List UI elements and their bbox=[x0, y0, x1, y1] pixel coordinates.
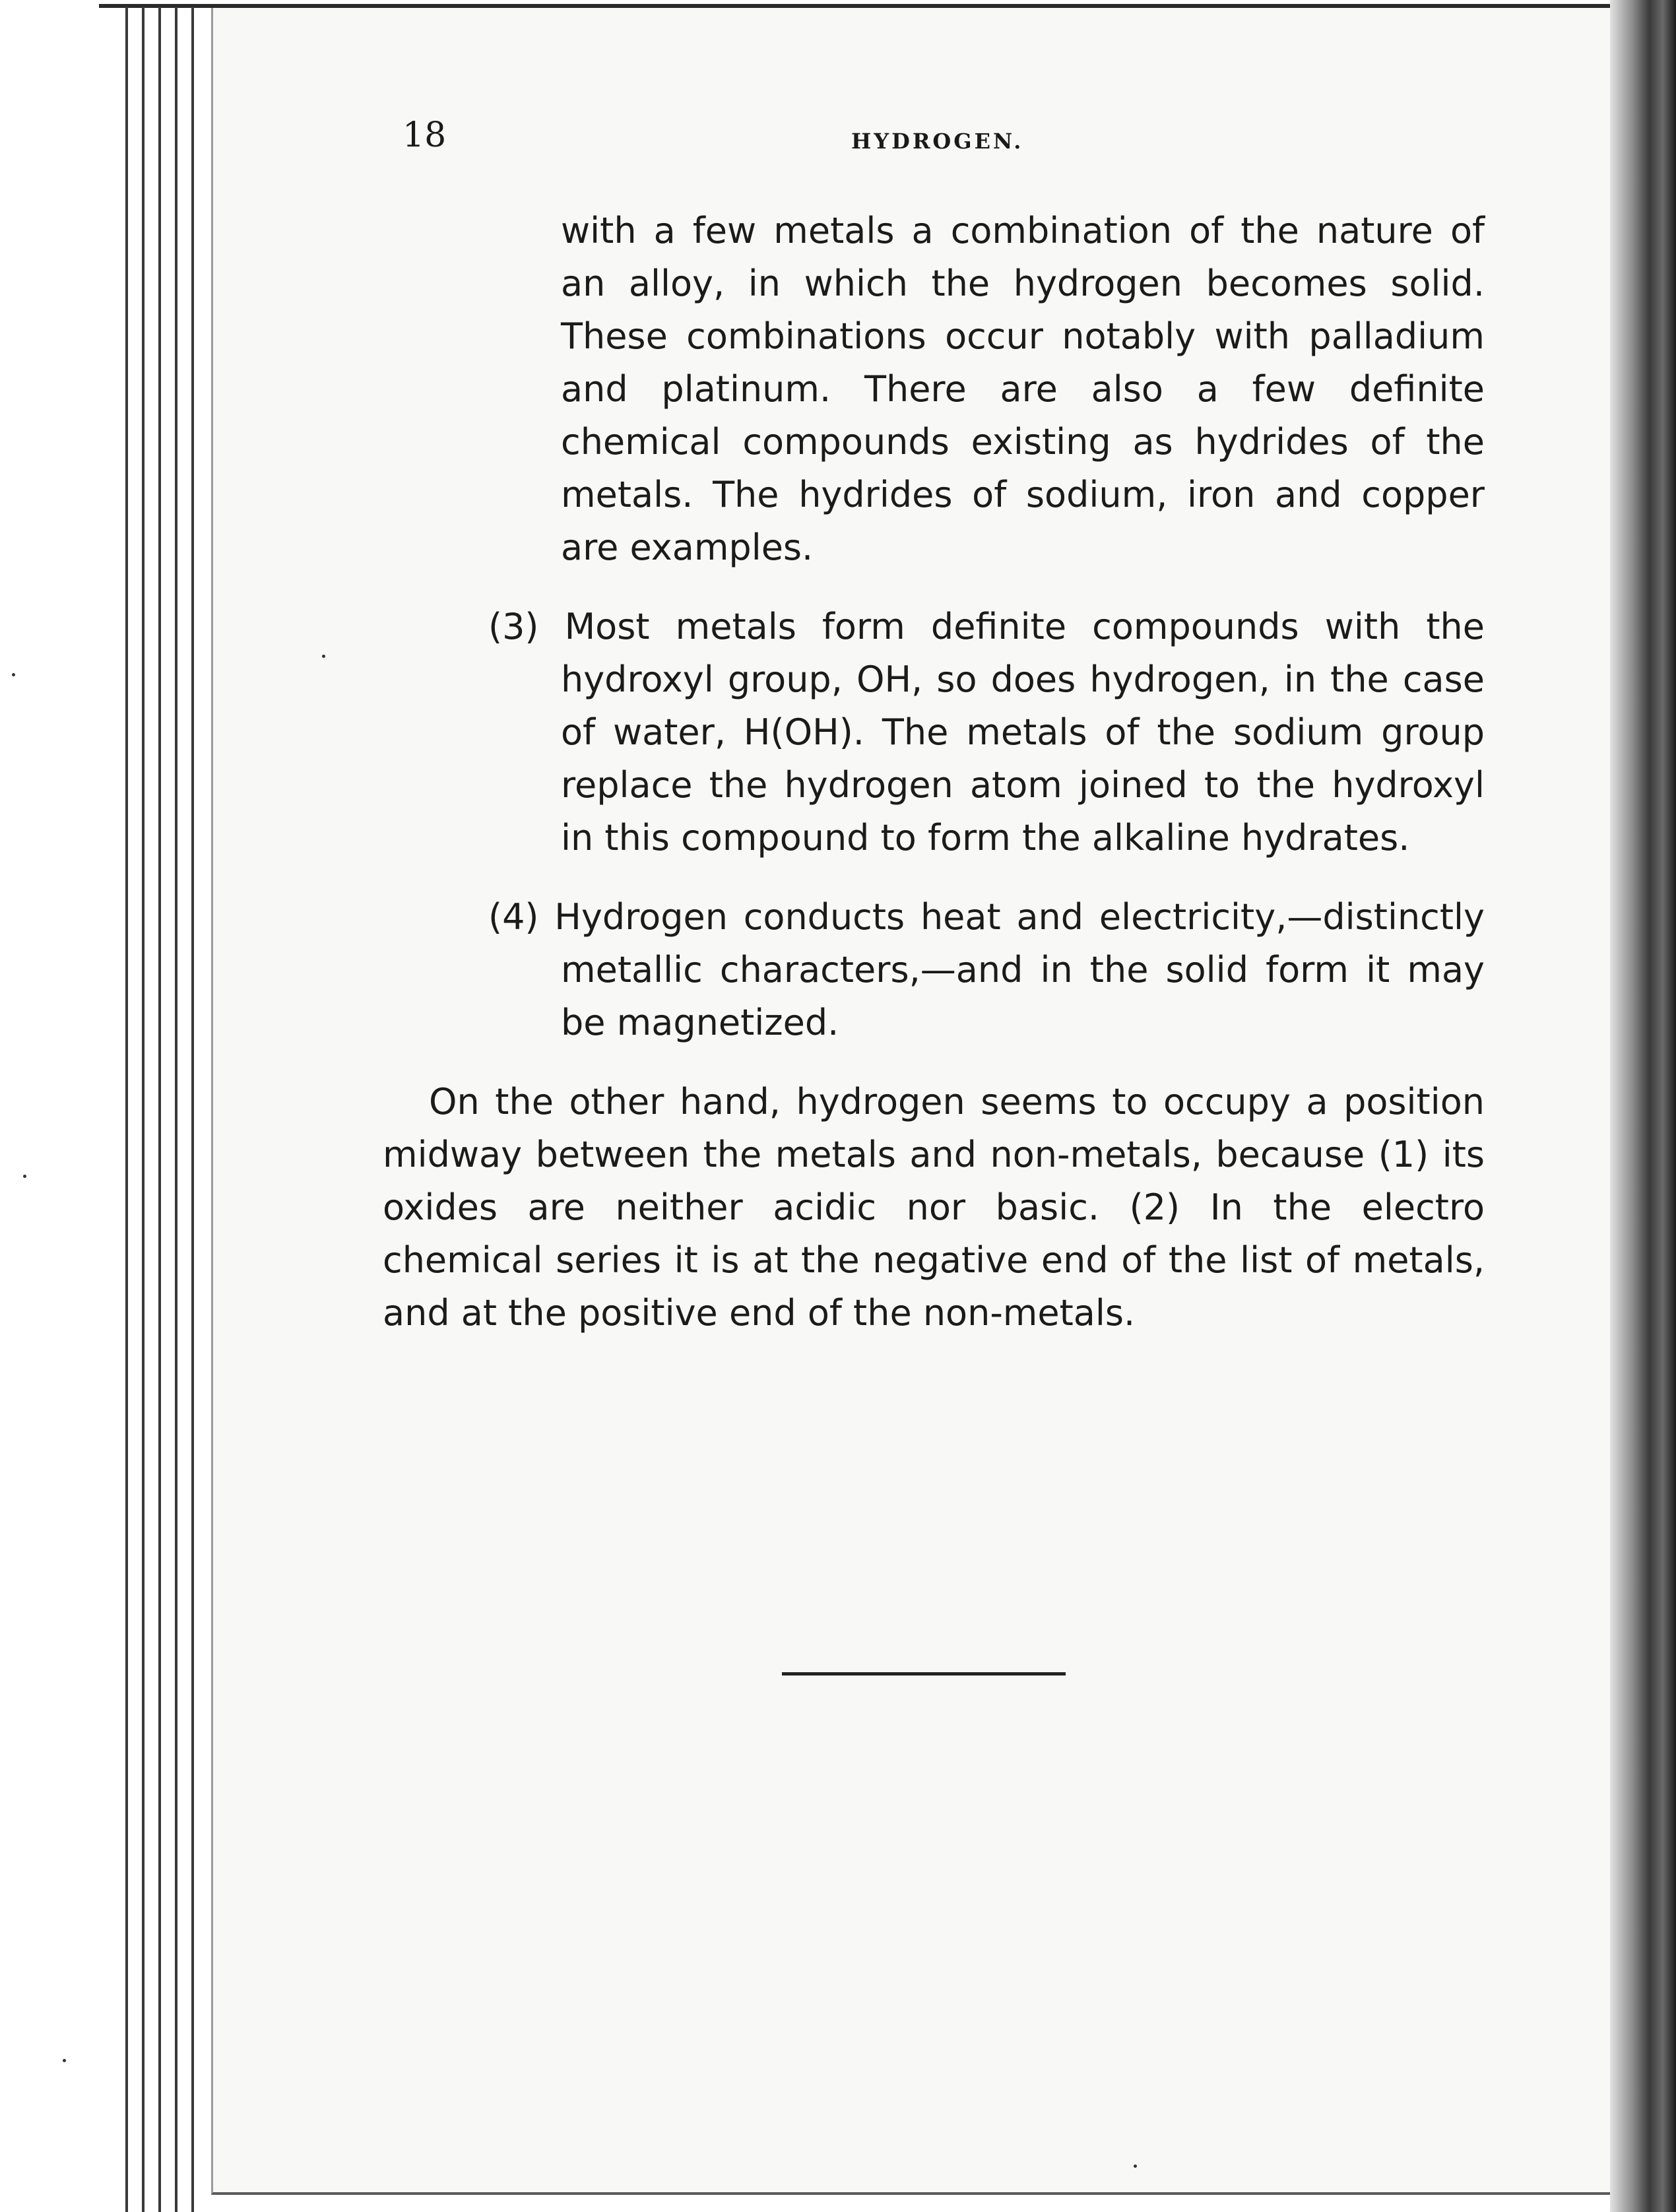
running-title: HYDROGEN. bbox=[851, 129, 1024, 154]
scan-speck bbox=[23, 1175, 26, 1178]
body-text bbox=[383, 205, 1485, 1340]
scan-speck bbox=[322, 655, 325, 658]
page-stack-edge bbox=[142, 7, 145, 2212]
list-item bbox=[383, 891, 1485, 1049]
page-stack-edge bbox=[158, 7, 161, 2212]
binding-shadow bbox=[1610, 0, 1676, 2212]
item-marker: (3) bbox=[488, 606, 539, 647]
list-item bbox=[383, 601, 1485, 864]
scan-speck bbox=[1134, 2164, 1137, 2168]
page-number: 18 bbox=[403, 115, 447, 155]
scan-speck bbox=[63, 2059, 66, 2062]
page-stack-edge bbox=[191, 7, 194, 2212]
closing-paragraph: On the other hand, hydrogen seems to occupy a position midway between the metals and non-metals, because (1) its oxides are neither acidic nor basic. (2) In the electro chemical series it is at the negative end of the list of metals, and at the positive end of the non-metals. bbox=[383, 1081, 1485, 1334]
item-text: Hydrogen conducts heat and electricity,—distinctly metallic characters,—and in the solid form it may be magnetized. bbox=[554, 896, 1485, 1043]
page-stack-edge bbox=[175, 7, 177, 2212]
item-text: Most metals form definite compounds with the hydroxyl group, OH, so does hydrogen, in the case of water, H(OH). The metals of the sodium group replace the hydrogen atom joined to the hydroxyl in this compound to form the alkaline hydrates. bbox=[561, 606, 1485, 859]
item-marker: (4) bbox=[488, 896, 539, 938]
running-head bbox=[0, 115, 1676, 168]
scan-speck bbox=[12, 673, 15, 676]
page-stack-edge bbox=[125, 7, 128, 2212]
continuation-paragraph: with a few metals a combination of the nature of an alloy, in which the hydrogen becomes solid. These combinations occur notably with palladium and platinum. There are also a few definite chemical compounds existing as hydrides of the metals. The hydrides of sodium, iron and copper are examples. bbox=[561, 210, 1485, 568]
section-end-rule bbox=[782, 1672, 1066, 1675]
